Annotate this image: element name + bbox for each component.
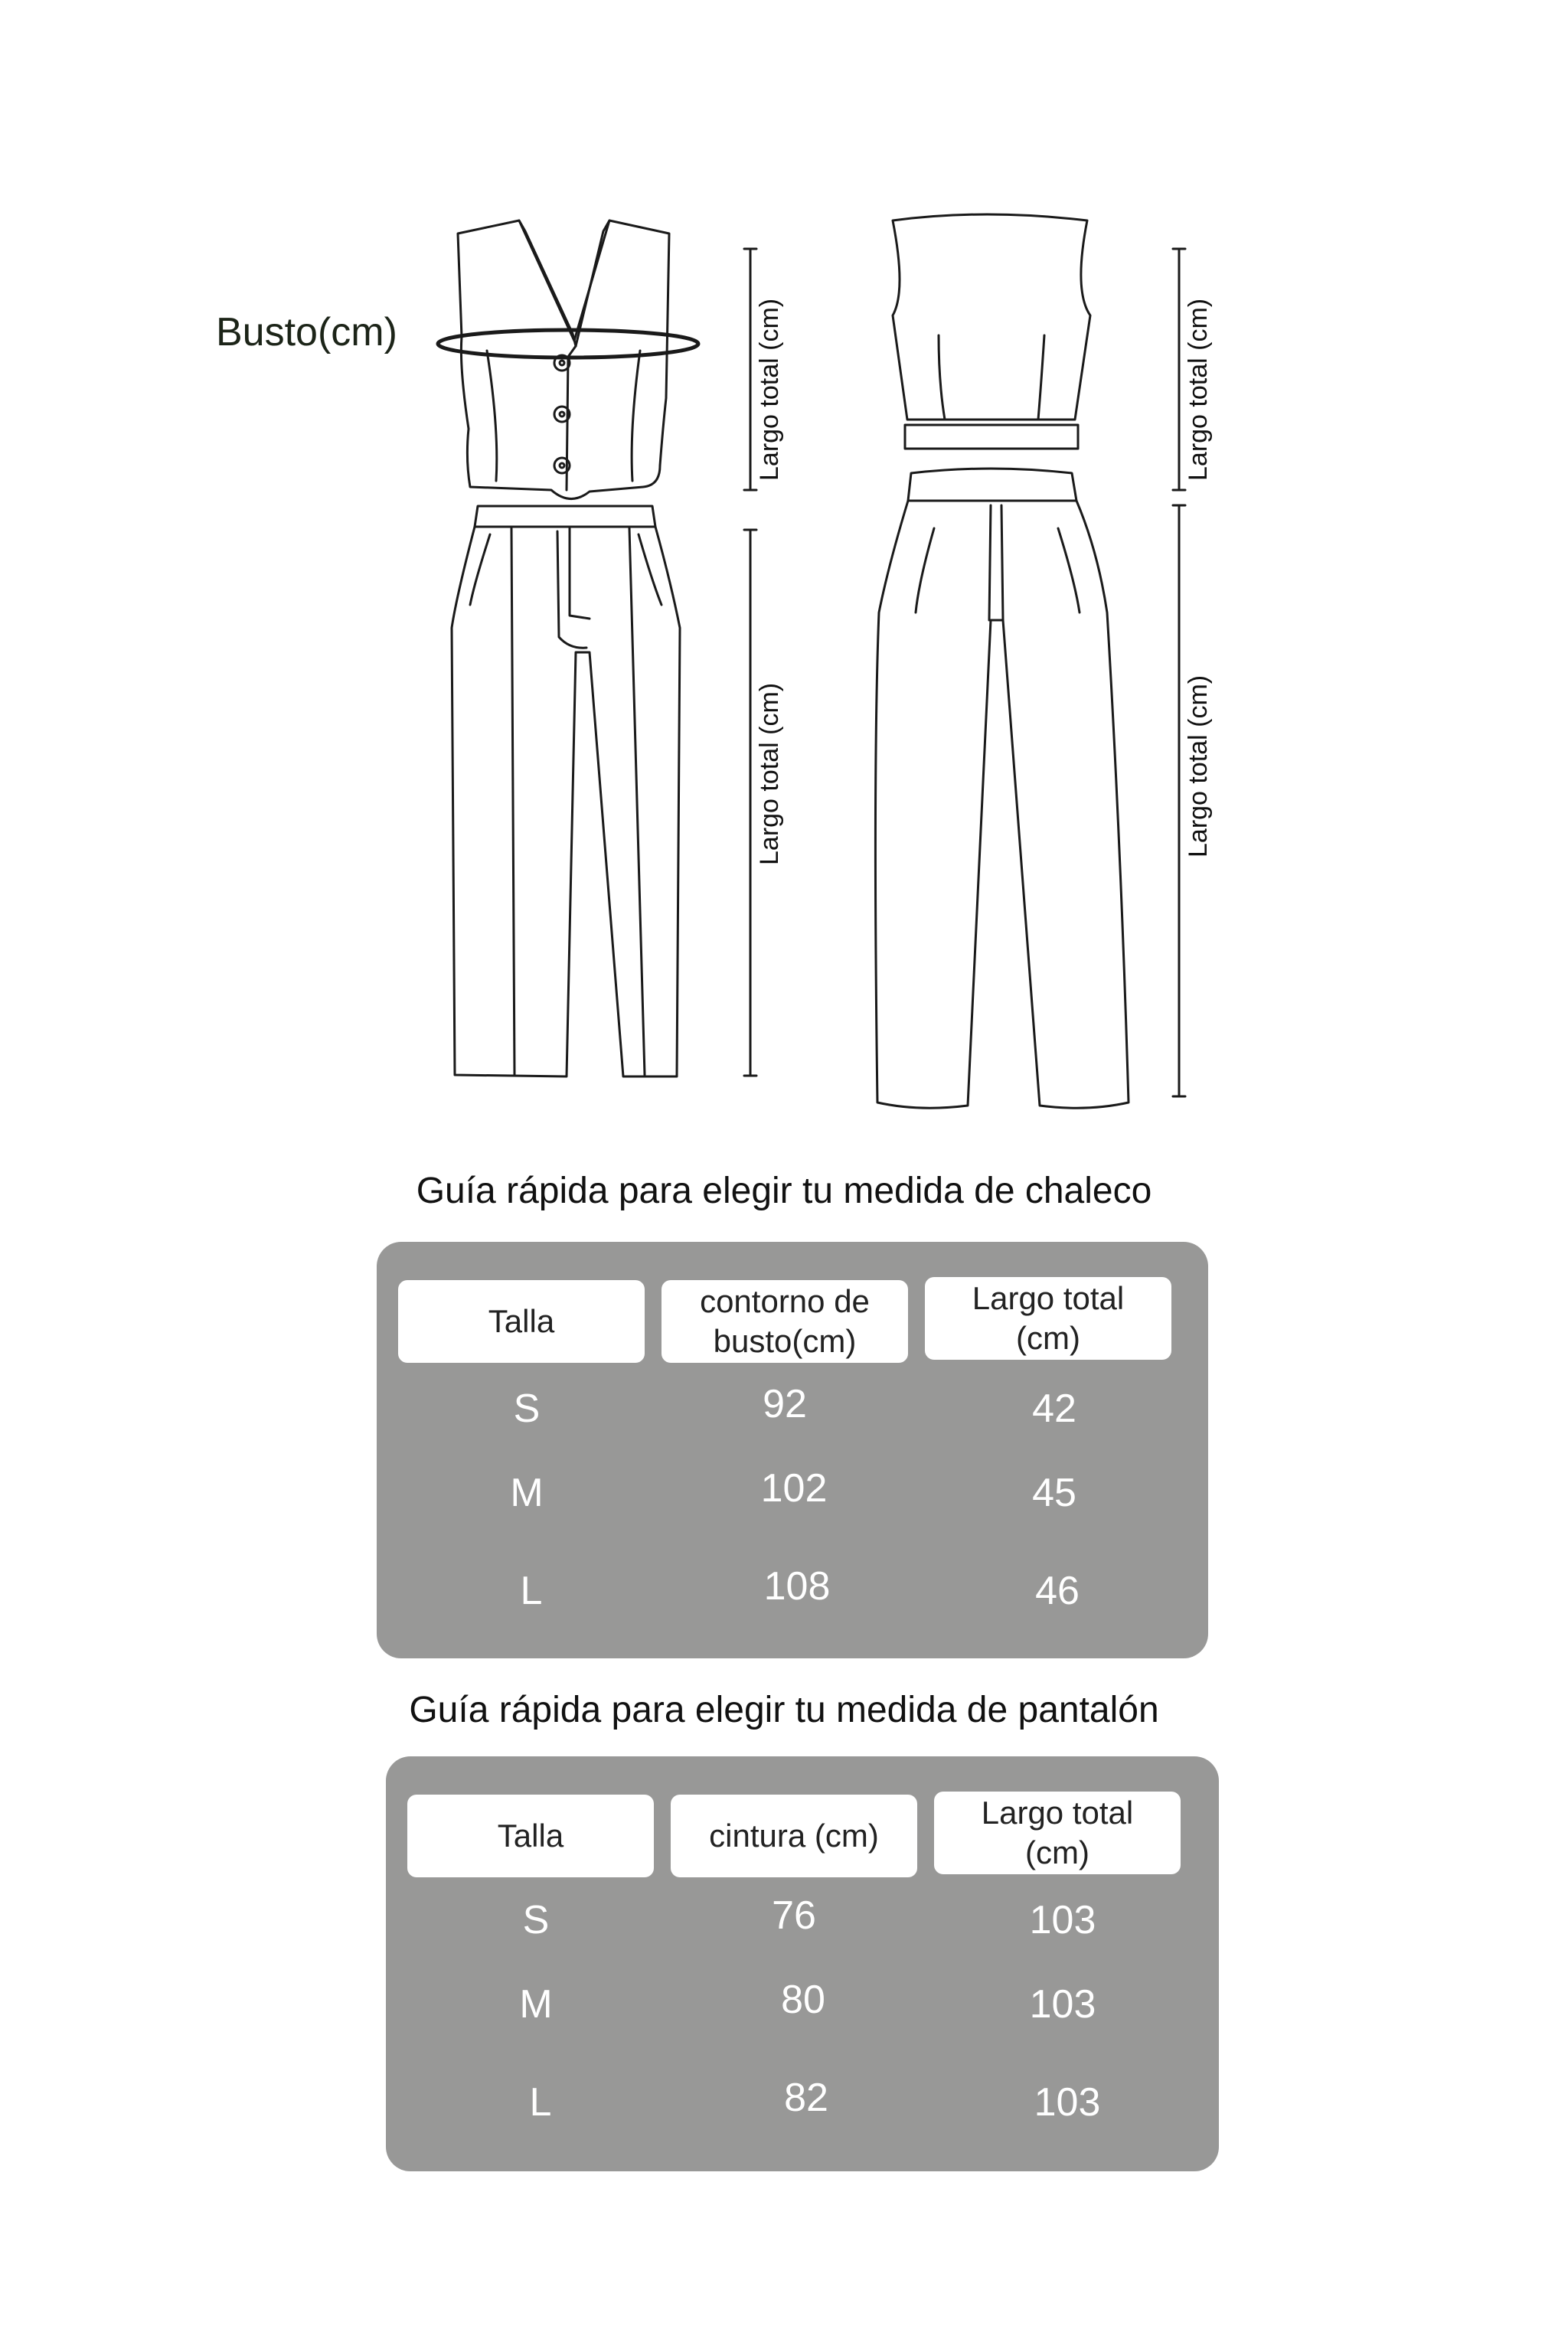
table-cell: 42: [1032, 1387, 1076, 1431]
vest-header-busto: [662, 1280, 908, 1363]
table-cell: 76: [772, 1893, 816, 1938]
pants-header-largo: [934, 1792, 1181, 1874]
table-cell: 45: [1032, 1471, 1076, 1515]
table-cell: 46: [1035, 1569, 1080, 1613]
garment-illustration: [0, 0, 1568, 1148]
back-top-drawing: [893, 214, 1090, 449]
table-cell: 82: [784, 2076, 828, 2120]
vest-table-title: Guía rápida para elegir tu medida de chaleco: [416, 1171, 1152, 1211]
back-pants-length-label: Largo total (cm): [1184, 675, 1213, 858]
front-pants-drawing: [452, 506, 680, 1076]
header-line: (cm): [1025, 1834, 1089, 1870]
header-line: cintura (cm): [709, 1818, 879, 1854]
header-line: Largo total: [981, 1795, 1134, 1831]
table-cell: M: [510, 1471, 544, 1515]
header-line: Talla: [497, 1818, 564, 1854]
header-line: busto(cm): [713, 1323, 857, 1359]
table-cell: S: [513, 1387, 541, 1431]
header-line: contorno de: [700, 1283, 870, 1319]
table-cell: S: [522, 1898, 550, 1942]
table-cell: 108: [763, 1564, 831, 1609]
front-pants-length-label: Largo total (cm): [755, 682, 784, 865]
pants-header-cintura: [671, 1795, 917, 1877]
bust-measure-ellipse: [438, 330, 698, 358]
table-cell: L: [529, 2080, 552, 2125]
table-cell: L: [520, 1569, 543, 1613]
table-cell: 103: [1029, 1982, 1096, 2027]
pants-table-title: Guía rápida para elegir tu medida de pantalón: [409, 1690, 1159, 1730]
table-cell: 103: [1034, 2080, 1101, 2125]
pants-header-talla: [407, 1795, 654, 1877]
table-cell: M: [519, 1982, 553, 2027]
back-pants-drawing: [875, 469, 1129, 1108]
bust-label: Busto(cm): [216, 310, 397, 354]
table-cell: 102: [760, 1466, 828, 1511]
front-vest-drawing: [438, 220, 698, 499]
vest-size-table: [377, 1242, 1208, 1658]
vest-length-label: Largo total (cm): [755, 298, 784, 481]
vest-header-talla: [398, 1280, 645, 1363]
header-line: Talla: [488, 1303, 555, 1339]
header-line: Largo total: [972, 1280, 1125, 1316]
table-cell: 92: [763, 1382, 807, 1426]
header-line: (cm): [1016, 1320, 1080, 1356]
vest-header-largo: [925, 1277, 1171, 1360]
measure-rulers: [744, 249, 1185, 1096]
pants-size-table: [386, 1756, 1219, 2171]
table-cell: 103: [1029, 1898, 1096, 1942]
back-top-length-label: Largo total (cm): [1184, 298, 1213, 481]
table-cell: 80: [781, 1978, 825, 2022]
